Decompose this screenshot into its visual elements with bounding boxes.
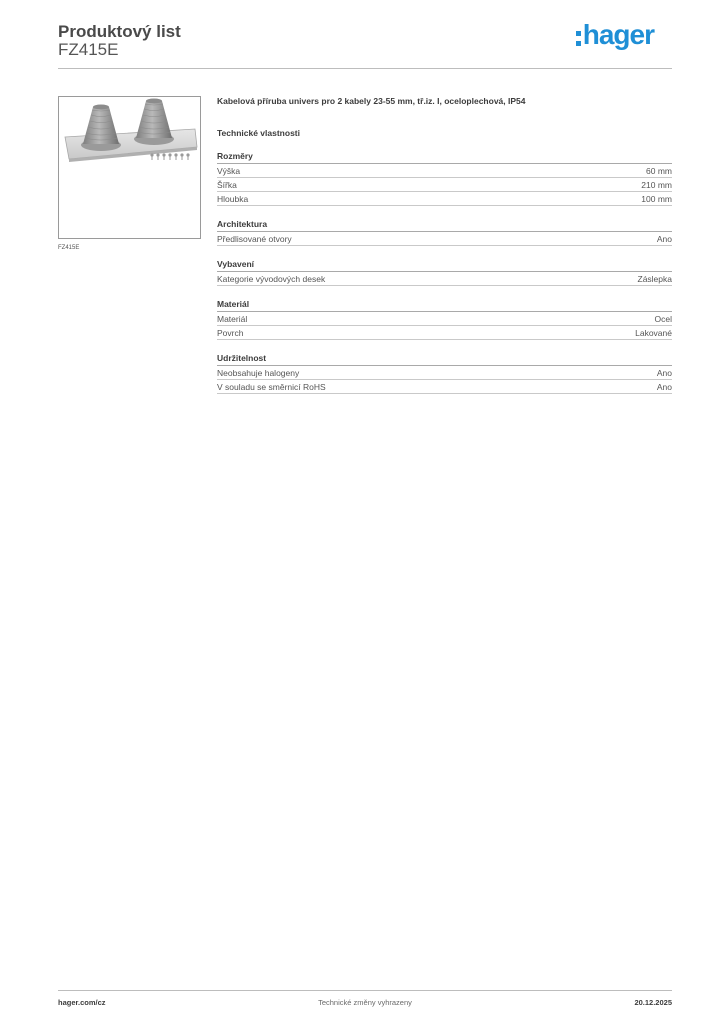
spec-group-equipment [217,259,672,286]
product-code: FZ415E [58,40,119,59]
spec-row [217,232,672,246]
spec-value: Záslepka [637,274,672,284]
spec-value: Ocel [654,314,672,324]
spec-row [217,380,672,394]
spec-row [217,366,672,380]
page-title: Produktový list [58,22,181,41]
spec-label: Předlisované otvory [217,234,292,244]
spec-row [217,192,672,206]
footer-divider [58,990,672,991]
spec-value: 210 mm [641,180,672,190]
footer-note: Technické změny vyhrazeny [318,998,412,1007]
spec-row [217,178,672,192]
spec-row [217,326,672,340]
spec-row [217,164,672,178]
footer-date: 20.12.2025 [634,998,672,1007]
group-title: Materiál [217,299,672,312]
spec-label: V souladu se směrnicí RoHS [217,382,326,392]
spec-label: Povrch [217,328,244,338]
group-title: Rozměry [217,151,672,164]
spec-content [217,96,672,394]
logo-text: hager [582,19,654,50]
spec-label: Kategorie vývodových desek [217,274,326,284]
spec-group-sustainability [217,353,672,394]
cable-flange-illustration [59,97,200,238]
spec-label: Hloubka [217,194,249,204]
header-divider [58,68,672,69]
product-image [58,96,201,239]
spec-label: Šířka [217,180,237,190]
group-title: Vybavení [217,259,672,272]
hager-logo [576,20,654,50]
spec-value: 60 mm [646,166,672,176]
spec-group-architecture [217,219,672,246]
spec-label: Neobsahuje halogeny [217,368,300,378]
spec-value: Ano [656,368,672,378]
image-caption: FZ415E [58,245,80,251]
spec-row [217,312,672,326]
spec-group-material [217,299,672,340]
logo-dots-icon [576,31,581,46]
spec-label: Materiál [217,314,248,324]
group-title: Udržitelnost [217,353,672,366]
section-heading: Technické vlastnosti [217,128,300,138]
spec-value: Lakované [635,328,672,338]
spec-group-dimensions [217,151,672,206]
page-header [58,20,672,68]
group-title: Architektura [217,219,672,232]
spec-value: 100 mm [641,194,672,204]
footer-website-link[interactable]: hager.com/cz [58,998,106,1007]
product-description: Kabelová příruba univers pro 2 kabely 23-55 mm, tř.iz. I, oceloplechová, IP54 [217,96,526,106]
spec-label: Výška [217,166,241,176]
spec-value: Ano [656,382,672,392]
spec-row [217,272,672,286]
spec-value: Ano [656,234,672,244]
